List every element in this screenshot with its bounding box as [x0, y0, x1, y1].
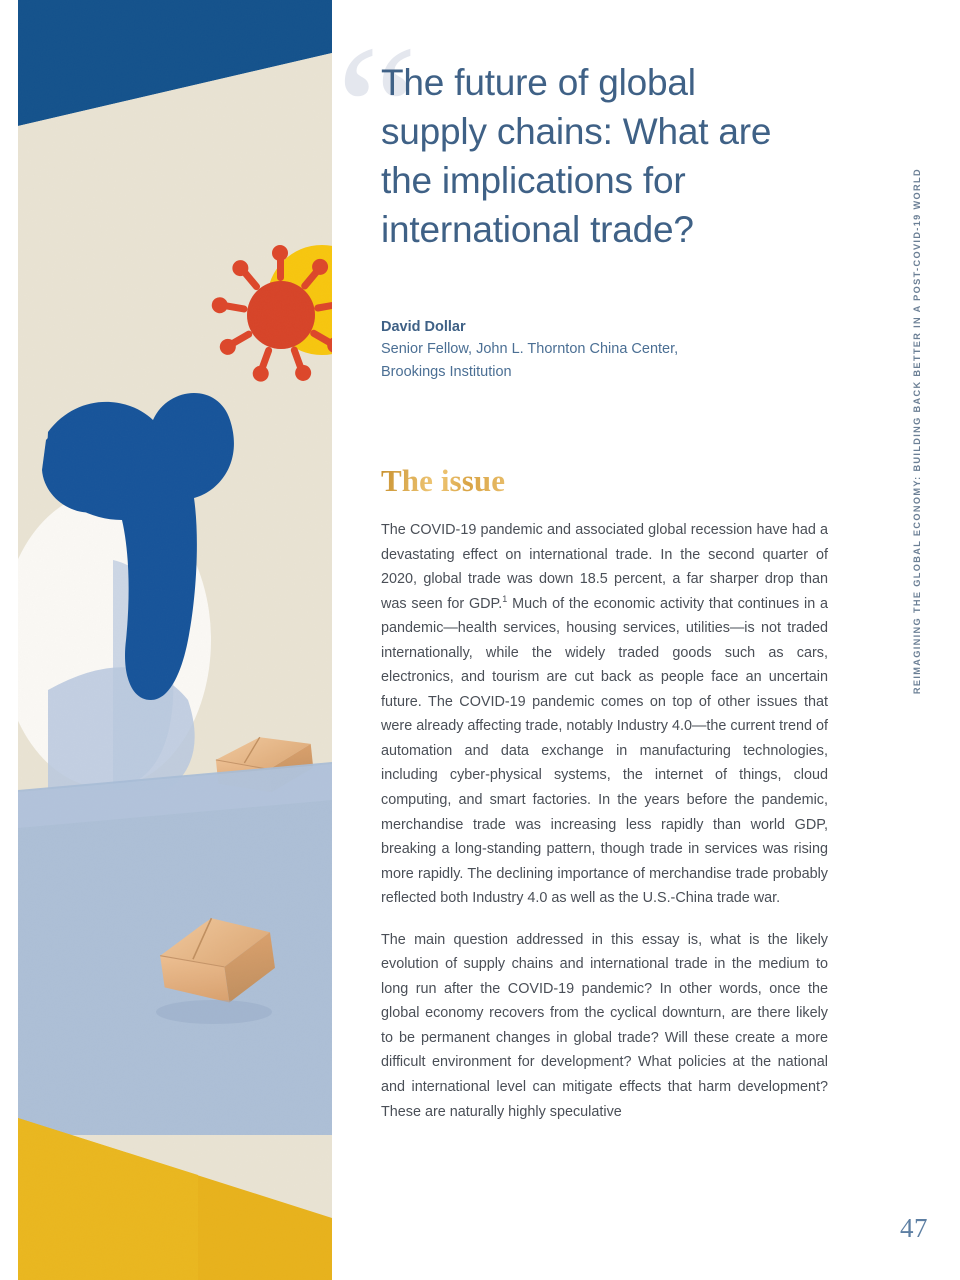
section-heading: The issue — [381, 463, 506, 498]
running-header — [907, 34, 927, 694]
body-text-column — [381, 518, 828, 1141]
byline — [381, 316, 811, 384]
paragraph-1-part-1: The COVID-19 pandemic and associated global recession have had a devastating effect on international trade. In the second quarter of 2020, global trade was down 18.5 percent, a far sharper drop than was seen for GDP. — [381, 522, 828, 612]
paragraph-1 — [381, 518, 828, 911]
footnote-marker[interactable]: 1 — [502, 593, 508, 604]
cover-illustration — [18, 0, 332, 1280]
author-affiliation-line-2: Brookings Institution — [381, 364, 512, 380]
page-number: 47 — [900, 1213, 928, 1243]
running-header-text: REIMAGINING THE GLOBAL ECONOMY: BUILDING BACK BETTER IN A POST-COVID-19 WORLD — [912, 167, 922, 694]
paragraph-2: The main question addressed in this essay is, what is the likely evolution of supply chains and international trade in the medium to long run after the COVID-19 pandemic? In other words, once the global economy recovers from the cyclical downturn, are there likely to be permanent changes in global trade? Will these create a more difficult environment for development? What policies at the national and international level can mitigate effects that harm development? These are naturally highly speculative — [381, 931, 828, 1120]
author-affiliation-line-1: Senior Fellow, John L. Thornton China Center, — [381, 341, 679, 357]
paragraph-1-part-2: Much of the economic activity that continues in a pandemic—health services, housing services, utilities—is not traded internationally, while the widely traded goods such as cars, electronics, and tourism are cut back as people face an uncertain future. The COVID-19 pandemic comes on top of other issues that were already affecting trade, notably Industry 4.0—the current trend of automation and data exchange in manufacturing technologies, including cyber-physical systems, the internet of things, cloud computing, and smart factories. In the years before the pandemic, merchandise trade was increasing less rapidly than world GDP, breaking a long-standing pattern, though trade in services was rising more rapidly. The declining importance of merchandise trade probably reflected both Industry 4.0 as well as the U.S.-China trade war. — [381, 595, 828, 907]
decorative-quote-icon: “ — [336, 8, 419, 213]
author-name: David Dollar — [381, 319, 466, 335]
page-title: The future of global supply chains: What are the implications for international trade? — [381, 62, 772, 250]
